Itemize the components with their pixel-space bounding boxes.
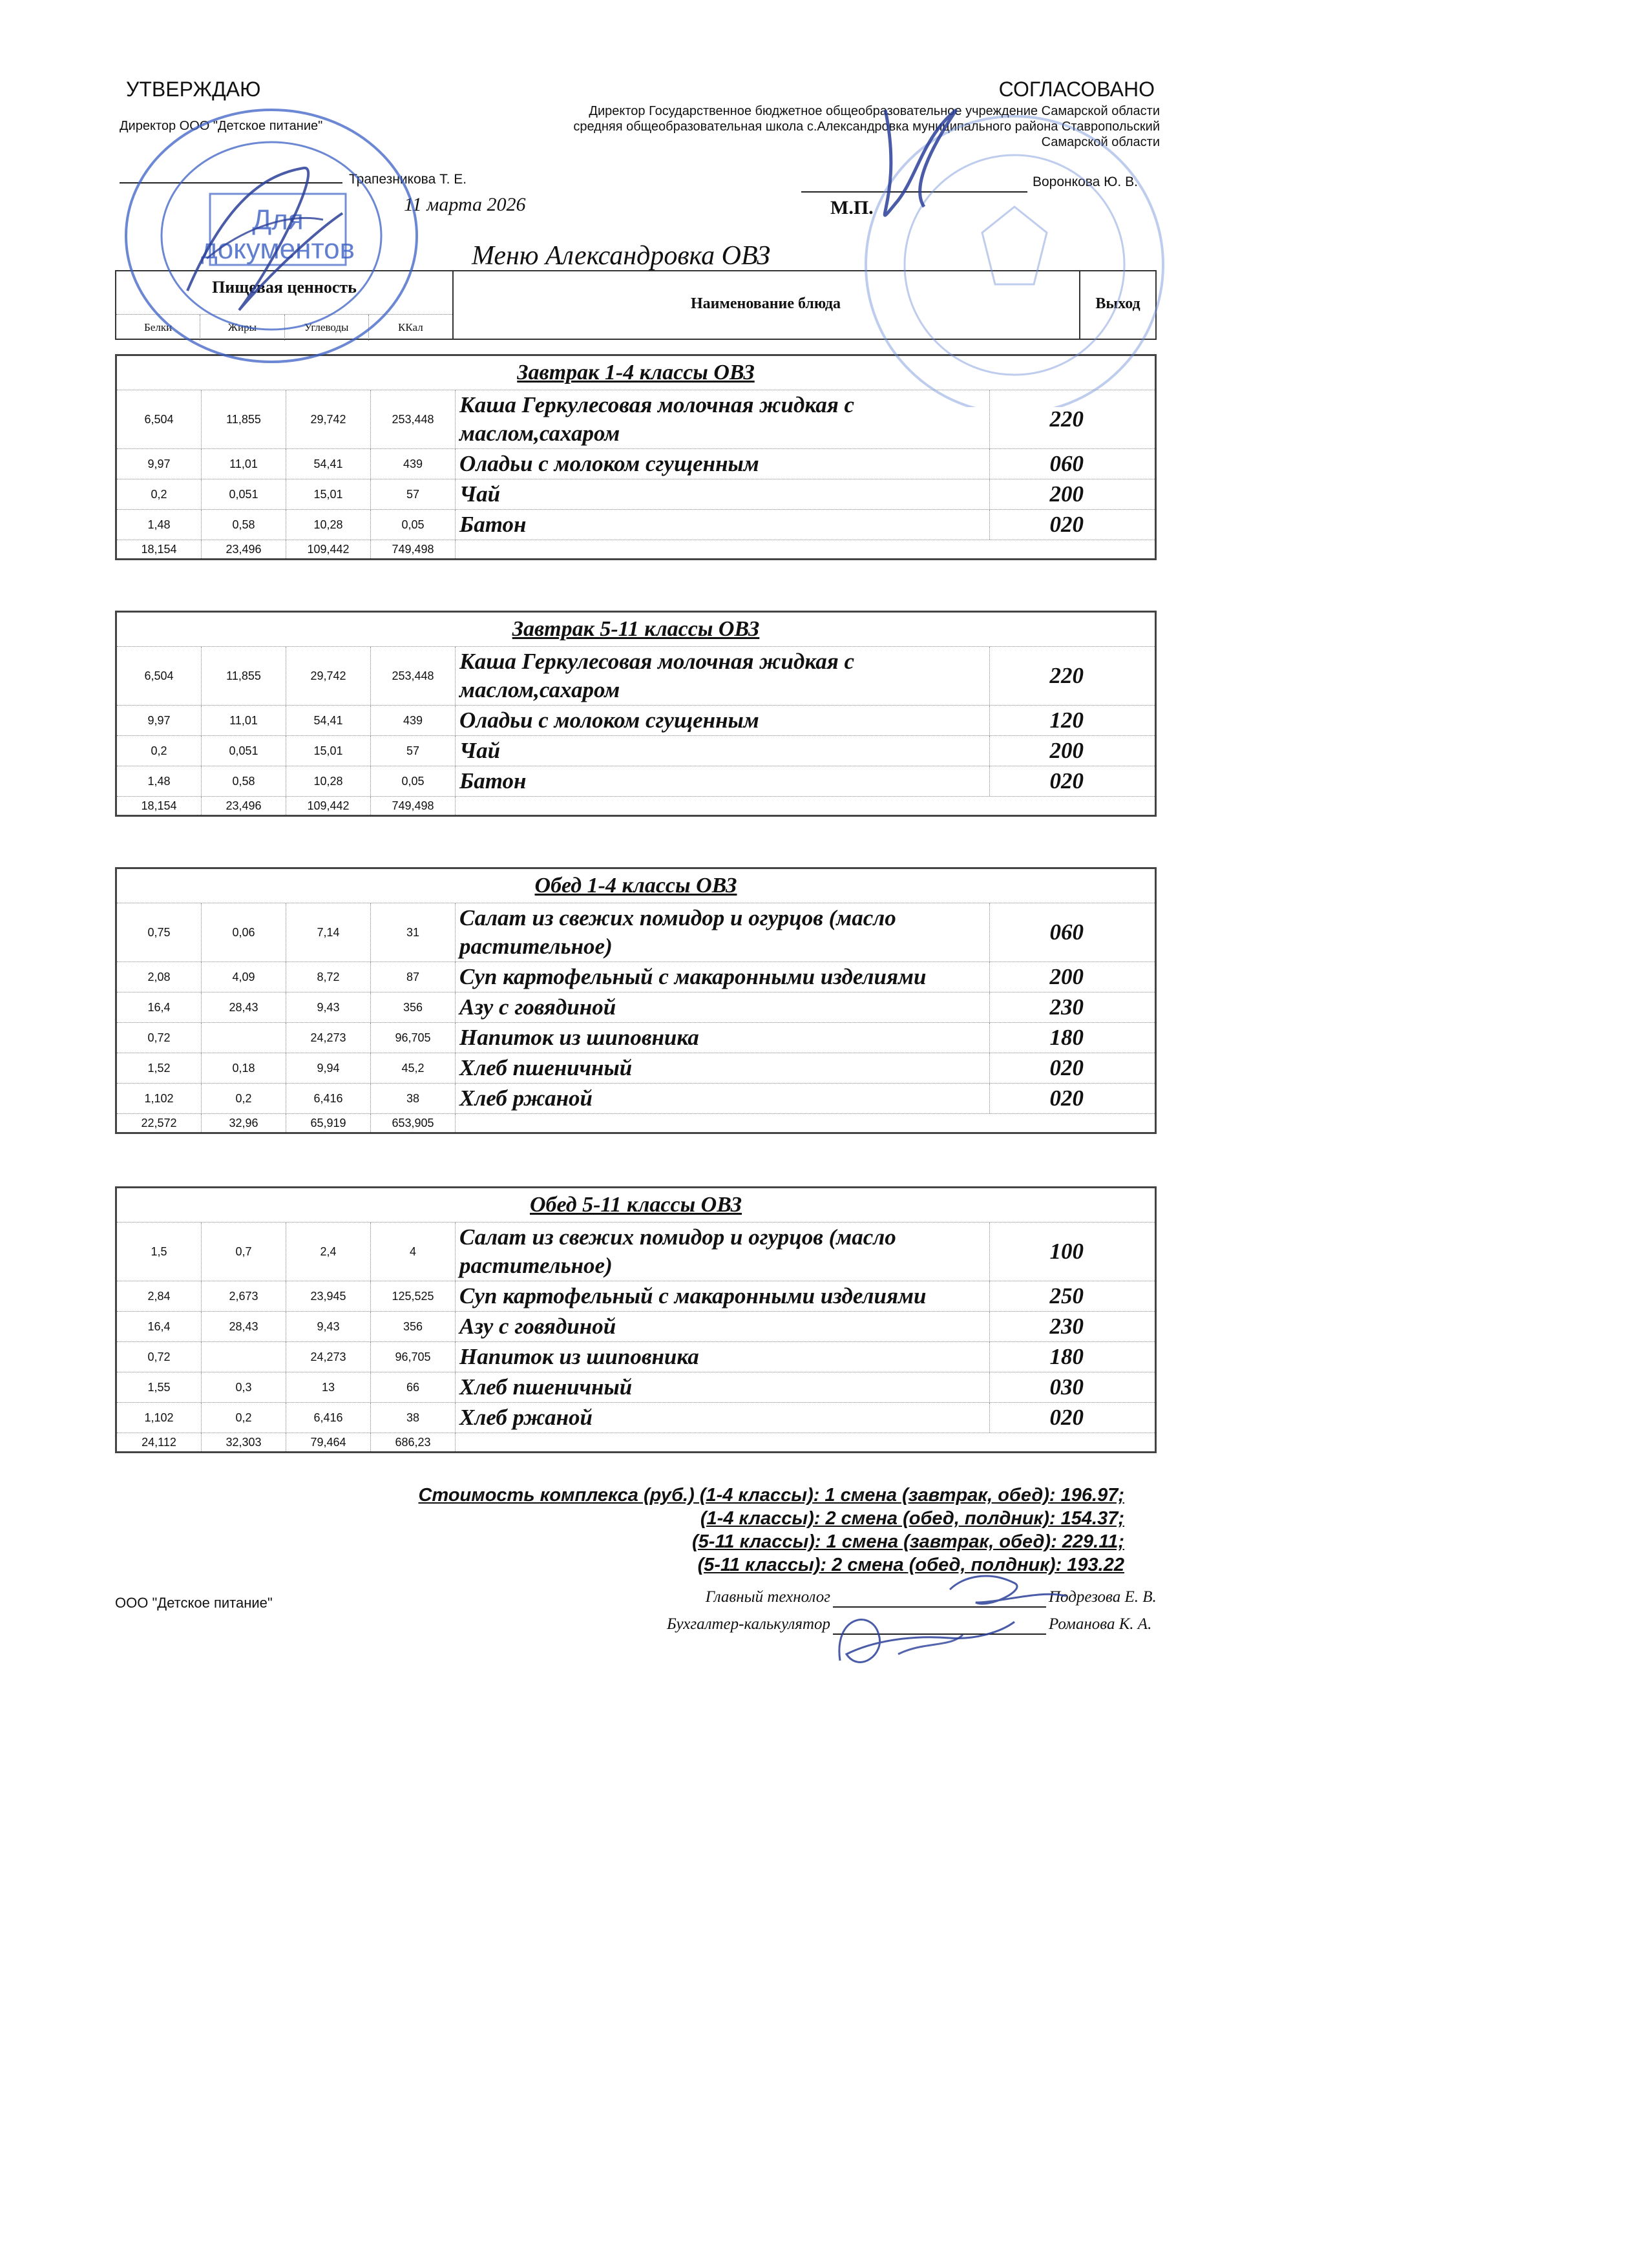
dish-name: Азу с говядиной	[456, 992, 990, 1022]
protein-cell: 16,4	[117, 1312, 202, 1341]
table-row	[117, 766, 1155, 797]
total-protein: 22,572	[117, 1114, 202, 1132]
chief-technologist-name: Подрезова Е. В.	[1049, 1588, 1157, 1606]
table-row	[117, 1053, 1155, 1084]
fat-cell: 0,06	[202, 903, 286, 961]
total-carbs: 79,464	[286, 1433, 371, 1451]
fat-cell: 0,7	[202, 1223, 286, 1281]
table-row	[117, 390, 1155, 449]
protein-header: Белки	[116, 315, 200, 341]
dish-yield: 220	[1049, 406, 1084, 432]
total-kcal: 686,23	[371, 1433, 456, 1451]
fat-cell: 0,18	[202, 1053, 286, 1083]
carbs-cell: 15,01	[286, 479, 371, 509]
dish-yield: 230	[1049, 994, 1084, 1020]
approval-date: 11 марта 2026	[404, 194, 526, 215]
table-row	[117, 992, 1155, 1023]
dish-yield: 060	[1049, 919, 1084, 945]
dish-name: Хлеб ржаной	[456, 1403, 990, 1433]
kcal-cell: 356	[371, 1312, 456, 1341]
agreed-label: СОГЛАСОВАНО	[998, 78, 1155, 101]
nutrition-column	[116, 271, 454, 339]
dish-name: Каша Геркулесовая молочная жидкая с маслом,сахаром	[456, 390, 990, 448]
total-row	[117, 1114, 1155, 1132]
table-row	[117, 510, 1155, 540]
total-fat: 23,496	[202, 540, 286, 558]
total-row	[117, 1433, 1155, 1451]
protein-cell: 1,55	[117, 1372, 202, 1402]
table-row	[117, 736, 1155, 766]
fat-cell: 28,43	[202, 1312, 286, 1341]
carbs-cell: 54,41	[286, 449, 371, 479]
total-filler	[456, 797, 1155, 815]
protein-cell: 2,08	[117, 962, 202, 992]
dish-yield: 220	[1049, 663, 1084, 688]
protein-cell: 1,52	[117, 1053, 202, 1083]
kcal-cell: 87	[371, 962, 456, 992]
table-row	[117, 1023, 1155, 1053]
dish-name: Суп картофельный с макаронными изделиями	[456, 1281, 990, 1311]
carbs-cell: 9,43	[286, 992, 371, 1022]
kcal-cell: 4	[371, 1223, 456, 1281]
fat-cell: 2,673	[202, 1281, 286, 1311]
dish-name: Салат из свежих помидор и огурцов (масло растительное)	[456, 1223, 990, 1281]
total-filler	[456, 540, 1155, 558]
dish-yield: 180	[1049, 1025, 1084, 1050]
dish-name: Хлеб пшеничный	[456, 1372, 990, 1402]
fat-cell: 0,051	[202, 479, 286, 509]
dish-name: Оладьи с молоком сгущенным	[456, 449, 990, 479]
menu-section	[115, 1186, 1157, 1453]
protein-cell: 0,2	[117, 736, 202, 766]
kcal-cell: 38	[371, 1403, 456, 1433]
table-row	[117, 1342, 1155, 1372]
accountant-name: Романова К. А.	[1049, 1615, 1152, 1633]
dish-yield: 020	[1049, 1405, 1084, 1430]
total-carbs: 109,442	[286, 797, 371, 815]
fat-cell: 0,051	[202, 736, 286, 766]
carbs-cell: 24,273	[286, 1342, 371, 1372]
kcal-header: ККал	[398, 321, 423, 333]
fat-cell	[202, 1023, 286, 1053]
dish-name: Азу с говядиной	[456, 1312, 990, 1341]
dish-yield: 250	[1049, 1283, 1084, 1308]
fat-header: Жиры	[200, 315, 284, 341]
section-title: Завтрак 1-4 классы ОВЗ	[117, 356, 1155, 390]
kcal-cell: 96,705	[371, 1342, 456, 1372]
dish-name: Хлеб ржаной	[456, 1084, 990, 1113]
table-row	[117, 1372, 1155, 1403]
carbs-cell: 24,273	[286, 1023, 371, 1053]
director-sign-line	[120, 182, 342, 184]
dish-name: Батон	[456, 766, 990, 796]
total-filler	[456, 1114, 1155, 1132]
svg-text:документов: документов	[201, 233, 355, 265]
protein-cell: 0,72	[117, 1023, 202, 1053]
dish-yield: 060	[1049, 451, 1084, 476]
agreed-director-title: Директор Государственное бюджетное общеобразовательное учреждение Самарской области средняя общеобразовательная школа с.Александровка муниципального района Ставропольский Самарской области	[573, 104, 1160, 149]
table-row	[117, 479, 1155, 510]
kcal-cell: 57	[371, 736, 456, 766]
fat-cell	[202, 1342, 286, 1372]
table-row	[117, 647, 1155, 706]
total-kcal: 749,498	[371, 797, 456, 815]
carbs-cell: 9,43	[286, 1312, 371, 1341]
fat-cell: 11,01	[202, 706, 286, 735]
kcal-cell: 0,05	[371, 510, 456, 540]
dish-name: Суп картофельный с макаронными изделиями	[456, 962, 990, 992]
fat-cell: 11,01	[202, 449, 286, 479]
table-row	[117, 903, 1155, 962]
table-row	[117, 962, 1155, 992]
dish-yield: 200	[1049, 738, 1084, 763]
protein-cell: 1,5	[117, 1223, 202, 1281]
table-row	[117, 1084, 1155, 1114]
carbs-cell: 6,416	[286, 1084, 371, 1113]
dish-yield: 020	[1049, 512, 1084, 537]
accountant-label: Бухгалтер-калькулятор	[667, 1615, 830, 1633]
fat-cell: 11,855	[202, 390, 286, 448]
fat-cell: 0,2	[202, 1084, 286, 1113]
total-carbs: 109,442	[286, 540, 371, 558]
dish-yield: 020	[1049, 1086, 1084, 1111]
fat-cell: 0,58	[202, 510, 286, 540]
protein-cell: 0,72	[117, 1342, 202, 1372]
protein-cell: 1,48	[117, 766, 202, 796]
cost-block	[388, 1484, 1124, 1577]
agreed-name: Воронкова Ю. В.	[1033, 174, 1138, 189]
cost-line: (5-11 классы): 2 смена (обед, полдник): 193.22	[697, 1555, 1124, 1575]
fat-cell: 28,43	[202, 992, 286, 1022]
carbs-header: Углеводы	[285, 315, 369, 341]
carbs-cell: 8,72	[286, 962, 371, 992]
protein-cell: 9,97	[117, 449, 202, 479]
cost-line: (1-4 классы): 2 смена (обед, полдник): 154.37;	[700, 1508, 1124, 1529]
fat-cell: 4,09	[202, 962, 286, 992]
kcal-cell: 356	[371, 992, 456, 1022]
dish-yield: 020	[1049, 1055, 1084, 1080]
accountant-line	[636, 1615, 1160, 1635]
carbs-cell: 6,416	[286, 1403, 371, 1433]
dish-name: Батон	[456, 510, 990, 540]
kcal-cell: 439	[371, 706, 456, 735]
kcal-cell: 0,05	[371, 766, 456, 796]
dish-yield: 120	[1049, 708, 1084, 733]
protein-cell: 16,4	[117, 992, 202, 1022]
carbs-cell: 13	[286, 1372, 371, 1402]
fat-cell: 0,2	[202, 1403, 286, 1433]
total-fat: 32,303	[202, 1433, 286, 1451]
dish-yield: 200	[1049, 964, 1084, 989]
fat-cell: 0,58	[202, 766, 286, 796]
total-row	[117, 540, 1155, 558]
dish-yield: 200	[1049, 481, 1084, 507]
total-protein: 24,112	[117, 1433, 202, 1451]
kcal-cell: 125,525	[371, 1281, 456, 1311]
chief-technologist-sign-line	[833, 1588, 1046, 1608]
kcal-cell: 253,448	[371, 390, 456, 448]
total-row	[117, 797, 1155, 815]
kcal-cell: 96,705	[371, 1023, 456, 1053]
chief-technologist-label: Главный технолог	[705, 1588, 830, 1606]
total-carbs: 65,919	[286, 1114, 371, 1132]
protein-cell: 1,48	[117, 510, 202, 540]
menu-section	[115, 354, 1157, 560]
dish-yield: 180	[1049, 1344, 1084, 1369]
dish-name: Каша Геркулесовая молочная жидкая с маслом,сахаром	[456, 647, 990, 705]
section-title: Обед 5-11 классы ОВЗ	[117, 1188, 1155, 1223]
kcal-cell: 66	[371, 1372, 456, 1402]
kcal-cell: 57	[371, 479, 456, 509]
agreed-sign-line	[801, 191, 1027, 193]
total-fat: 23,496	[202, 797, 286, 815]
total-protein: 18,154	[117, 540, 202, 558]
dish-name: Напиток из шиповника	[456, 1023, 990, 1053]
kcal-cell: 31	[371, 903, 456, 961]
carbs-cell: 29,742	[286, 390, 371, 448]
accountant-sign-line	[833, 1615, 1046, 1635]
footer-org: ООО "Детское питание"	[115, 1595, 273, 1611]
approve-label: УТВЕРЖДАЮ	[126, 78, 261, 101]
dish-name: Напиток из шиповника	[456, 1342, 990, 1372]
dish-yield: 100	[1049, 1239, 1084, 1264]
kcal-cell: 38	[371, 1084, 456, 1113]
table-row	[117, 1312, 1155, 1342]
protein-cell: 2,84	[117, 1281, 202, 1311]
protein-cell: 9,97	[117, 706, 202, 735]
director-title: Директор ООО "Детское питание"	[120, 119, 323, 133]
carbs-cell: 15,01	[286, 736, 371, 766]
dish-name: Чай	[456, 736, 990, 766]
column-header	[115, 270, 1157, 340]
dish-yield: 030	[1049, 1374, 1084, 1400]
dish-name: Чай	[456, 479, 990, 509]
dish-name: Оладьи с молоком сгущенным	[456, 706, 990, 735]
carbs-cell: 2,4	[286, 1223, 371, 1281]
dish-header: Наименование блюда	[452, 271, 1080, 339]
seal-place-label: М.П.	[830, 197, 874, 218]
fat-cell: 11,855	[202, 647, 286, 705]
total-fat: 32,96	[202, 1114, 286, 1132]
kcal-cell: 253,448	[371, 647, 456, 705]
nutrition-title: Пищевая ценность	[212, 278, 357, 297]
cost-line: Стоимость комплекса (руб.) (1-4 классы): 1 смена (завтрак, обед): 196.97;	[418, 1485, 1124, 1506]
dish-yield: 020	[1049, 768, 1084, 793]
menu-section	[115, 611, 1157, 817]
section-title: Завтрак 5-11 классы ОВЗ	[117, 613, 1155, 647]
nutrition-subcolumns	[116, 314, 452, 341]
table-row	[117, 706, 1155, 736]
carbs-cell: 54,41	[286, 706, 371, 735]
table-row	[117, 449, 1155, 479]
dish-name: Хлеб пшеничный	[456, 1053, 990, 1083]
total-protein: 18,154	[117, 797, 202, 815]
yield-header: Выход	[1095, 295, 1140, 312]
director-name: Трапезникова Т. Е.	[349, 172, 467, 187]
carbs-cell: 29,742	[286, 647, 371, 705]
total-kcal: 749,498	[371, 540, 456, 558]
chief-technologist-line	[669, 1588, 1160, 1608]
protein-cell: 6,504	[117, 647, 202, 705]
total-kcal: 653,905	[371, 1114, 456, 1132]
section-title: Обед 1-4 классы ОВЗ	[117, 869, 1155, 903]
protein-cell: 6,504	[117, 390, 202, 448]
carbs-cell: 10,28	[286, 510, 371, 540]
carbs-cell: 10,28	[286, 766, 371, 796]
dish-yield: 230	[1049, 1314, 1084, 1339]
kcal-cell: 45,2	[371, 1053, 456, 1083]
protein-cell: 1,102	[117, 1403, 202, 1433]
fat-cell: 0,3	[202, 1372, 286, 1402]
protein-cell: 1,102	[117, 1084, 202, 1113]
menu-section	[115, 867, 1157, 1134]
stamp-text: Для	[252, 204, 304, 236]
kcal-cell: 439	[371, 449, 456, 479]
menu-title: Меню Александровка ОВЗ	[472, 241, 770, 271]
carbs-cell: 9,94	[286, 1053, 371, 1083]
carbs-cell: 7,14	[286, 903, 371, 961]
table-row	[117, 1403, 1155, 1433]
cost-line: (5-11 классы): 1 смена (завтрак, обед): 229.11;	[692, 1531, 1124, 1552]
dish-name: Салат из свежих помидор и огурцов (масло растительное)	[456, 903, 990, 961]
table-row	[117, 1281, 1155, 1312]
carbs-cell: 23,945	[286, 1281, 371, 1311]
total-filler	[456, 1433, 1155, 1451]
protein-cell: 0,75	[117, 903, 202, 961]
protein-cell: 0,2	[117, 479, 202, 509]
table-row	[117, 1223, 1155, 1281]
